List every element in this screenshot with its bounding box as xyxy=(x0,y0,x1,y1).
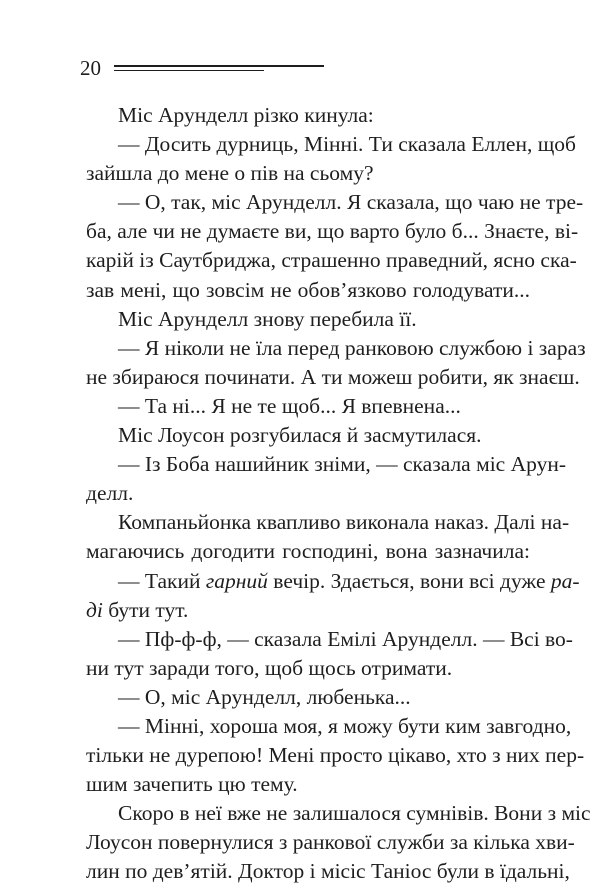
text-run: вечір. Здається, вони всі дуже xyxy=(267,568,551,593)
text-line: — Пф-ф-ф, — сказала Емілі Арунделл. — Всі во- xyxy=(118,626,573,651)
text-line xyxy=(86,567,580,596)
header-rule-thick xyxy=(114,65,324,67)
text-line: Міс Арунделл знову перебила її. xyxy=(118,306,417,331)
page-header xyxy=(80,56,340,80)
text-line: — О, міс Арунделл, любенька... xyxy=(118,684,411,709)
text-line: Компаньйонка квапливо виконала наказ. Далі на- xyxy=(118,510,570,535)
text-line: делл. xyxy=(86,481,134,506)
text-line: Міс Лоусон розгубилася й засмутилася. xyxy=(118,423,482,448)
text-line: — Мінні, хороша моя, я можу бути ким завгодно, xyxy=(118,713,572,738)
text-line: зайшла до мене о пів на сьому? xyxy=(86,161,374,186)
text-line: зав мені, що зовсім не обов’язково голодувати... xyxy=(86,277,530,302)
italic-text: ра- xyxy=(550,568,580,593)
italic-text: гарний xyxy=(205,568,268,593)
text-run: бути тут. xyxy=(102,597,189,622)
text-line: лин по дев’ятій. Доктор і місіс Таніос були в їдальні, xyxy=(86,859,570,884)
text-line: — Я ніколи не їла перед ранковою службою і зараз xyxy=(118,335,586,360)
text-run: — Такий xyxy=(118,568,206,593)
text-line: Скоро в неї вже не залишалося сумнівів. Вони з міс xyxy=(118,801,591,826)
text-line: — О, так, міс Арунделл. Я сказала, що чаю не тре- xyxy=(118,190,584,215)
text-line: шим зачепить цю тему. xyxy=(86,772,298,797)
text-line: ни тут заради того, щоб щось отримати. xyxy=(86,655,453,680)
text-line: тільки не дурепою! Мені просто цікаво, хто з них пер- xyxy=(86,743,585,768)
text-line: ба, але чи не думаєте ви, що варто було б... Знаєте, ві- xyxy=(86,219,579,244)
text-line: магаючись догодити господині, вона зазначила: xyxy=(86,539,530,564)
text-line: карій із Саутбриджа, страшенно праведний, ясно ска- xyxy=(86,248,577,273)
text-line xyxy=(86,596,530,625)
italic-text: ді xyxy=(86,597,103,622)
text-line: — Досить дурниць, Мінні. Ти сказала Еллен, щоб xyxy=(118,132,576,157)
page-number: 20 xyxy=(80,56,101,80)
text-line: не збираюся починати. А ти можеш робити, як знаєш. xyxy=(86,364,580,389)
text-body xyxy=(86,101,591,887)
text-line: Лоусон повернулися з ранкової служби за кілька хви- xyxy=(86,830,575,855)
text-line: — Із Боба нашийник зніми, — сказала міс Арун- xyxy=(118,452,566,477)
header-rule-thin xyxy=(114,70,264,71)
text-line: Міс Арунделл різко кинула: xyxy=(118,103,374,127)
text-line: — Та ні... Я не те щоб... Я впевнена... xyxy=(118,393,461,418)
